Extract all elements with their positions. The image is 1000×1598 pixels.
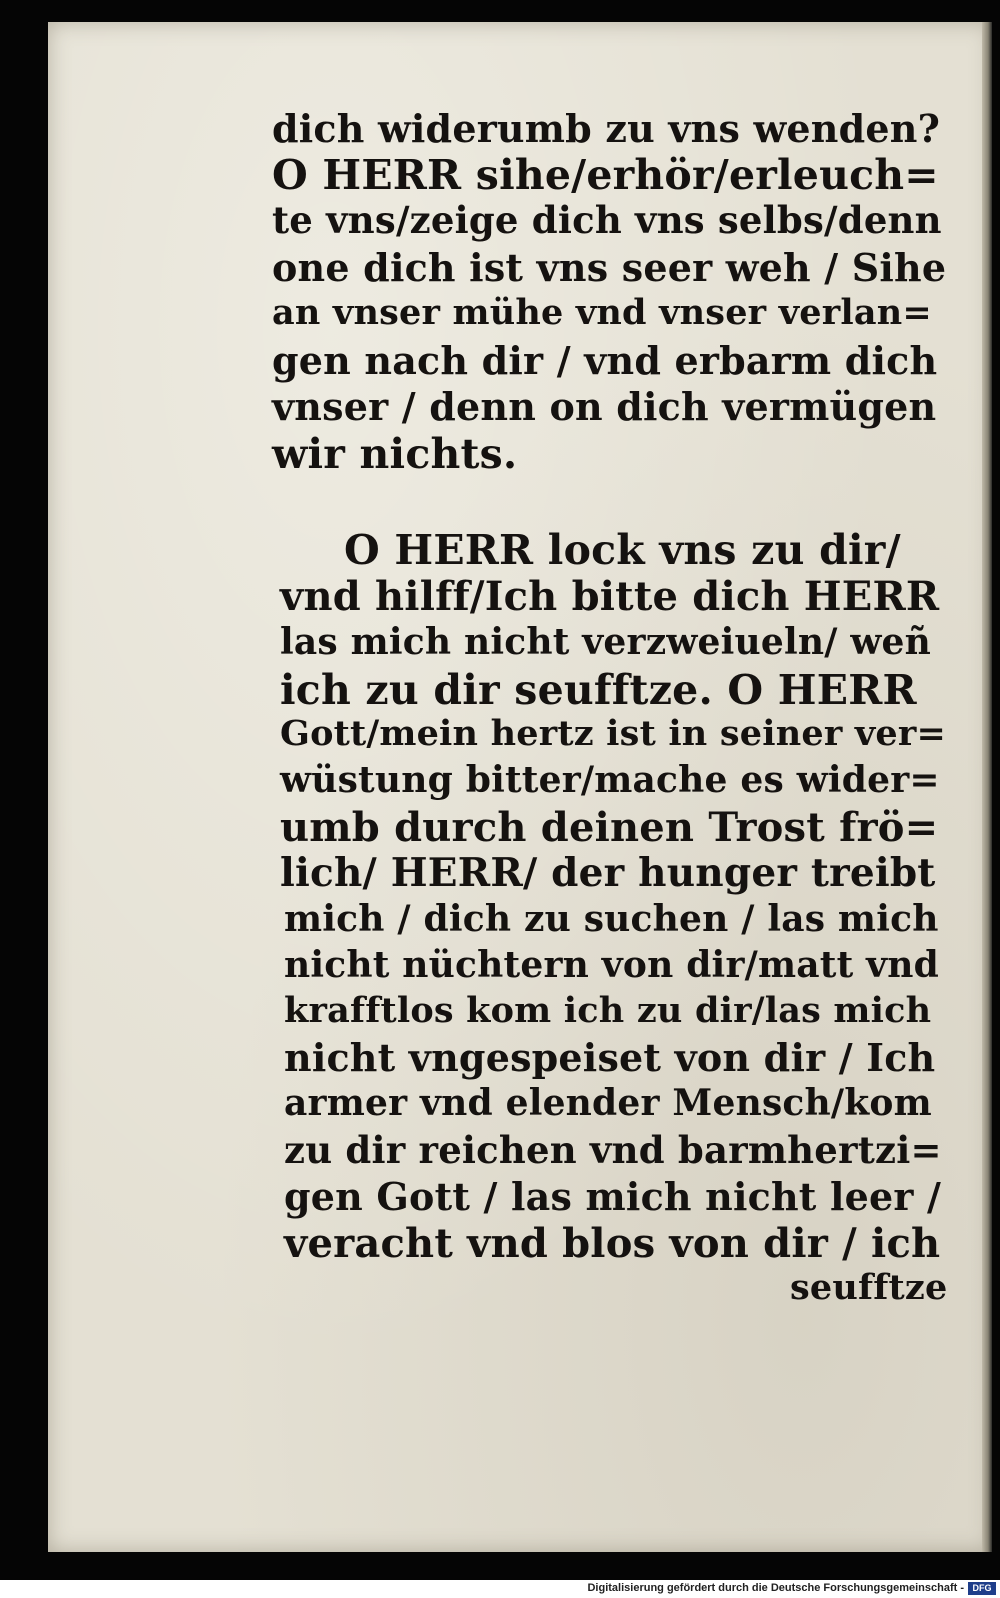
text-line: vnser / denn on dich vermügen [272,384,937,429]
text-line: gen Gott / las mich nicht leer / [284,1174,942,1219]
text-line: ich zu dir seufftze. O HERR [280,666,917,714]
book-page [48,22,992,1552]
text-line: umb durch deinen Trost frö= [280,804,939,851]
text-line: krafftlos kom ich zu dir/las mich [284,990,932,1031]
dfg-logo: DFG [968,1582,996,1595]
text-line: nicht vngespeiset von dir / Ich [284,1035,936,1080]
text-line: veracht vnd blos von dir / ich [284,1220,941,1267]
text-line: vnd hilff/Ich bitte dich HERR [280,573,940,620]
text-line: lich/ HERR/ der hunger treibt [280,850,936,896]
attribution-bar [0,1580,1000,1598]
page-edge [982,22,992,1552]
text-line: one dich ist vns seer weh / Sihe [272,245,947,290]
attribution-text: Digitalisierung gefördert durch die Deutsche Forschungsgemeinschaft - [587,1582,964,1594]
text-line: wir nichts. [272,430,518,478]
text-line: armer vnd elender Mensch/kom [284,1082,932,1124]
text-line: O HERR lock vns zu dir/ [344,526,901,574]
text-line: zu dir reichen vnd barmhertzi= [284,1128,942,1172]
text-line: Gott/mein hertz ist in seiner ver= [280,713,947,754]
text-line: O HERR sihe/erhör/erleuch= [272,151,939,199]
text-line: an vnser mühe vnd vnser verlan= [272,292,932,333]
text-line: dich widerumb zu vns wenden? [272,106,941,151]
text-line: wüstung bitter/mache es wider= [280,759,940,801]
text-line: las mich nicht verzweiueln/ weñ [280,621,931,663]
text-line: te vns/zeige dich vns selbs/denn [272,198,942,242]
text-line: gen nach dir / vnd erbarm dich [272,338,938,383]
text-line: nicht nüchtern von dir/matt vnd [284,944,940,986]
catchword: seufftze [790,1267,948,1308]
text-line: mich / dich zu suchen / las mich [284,898,939,940]
